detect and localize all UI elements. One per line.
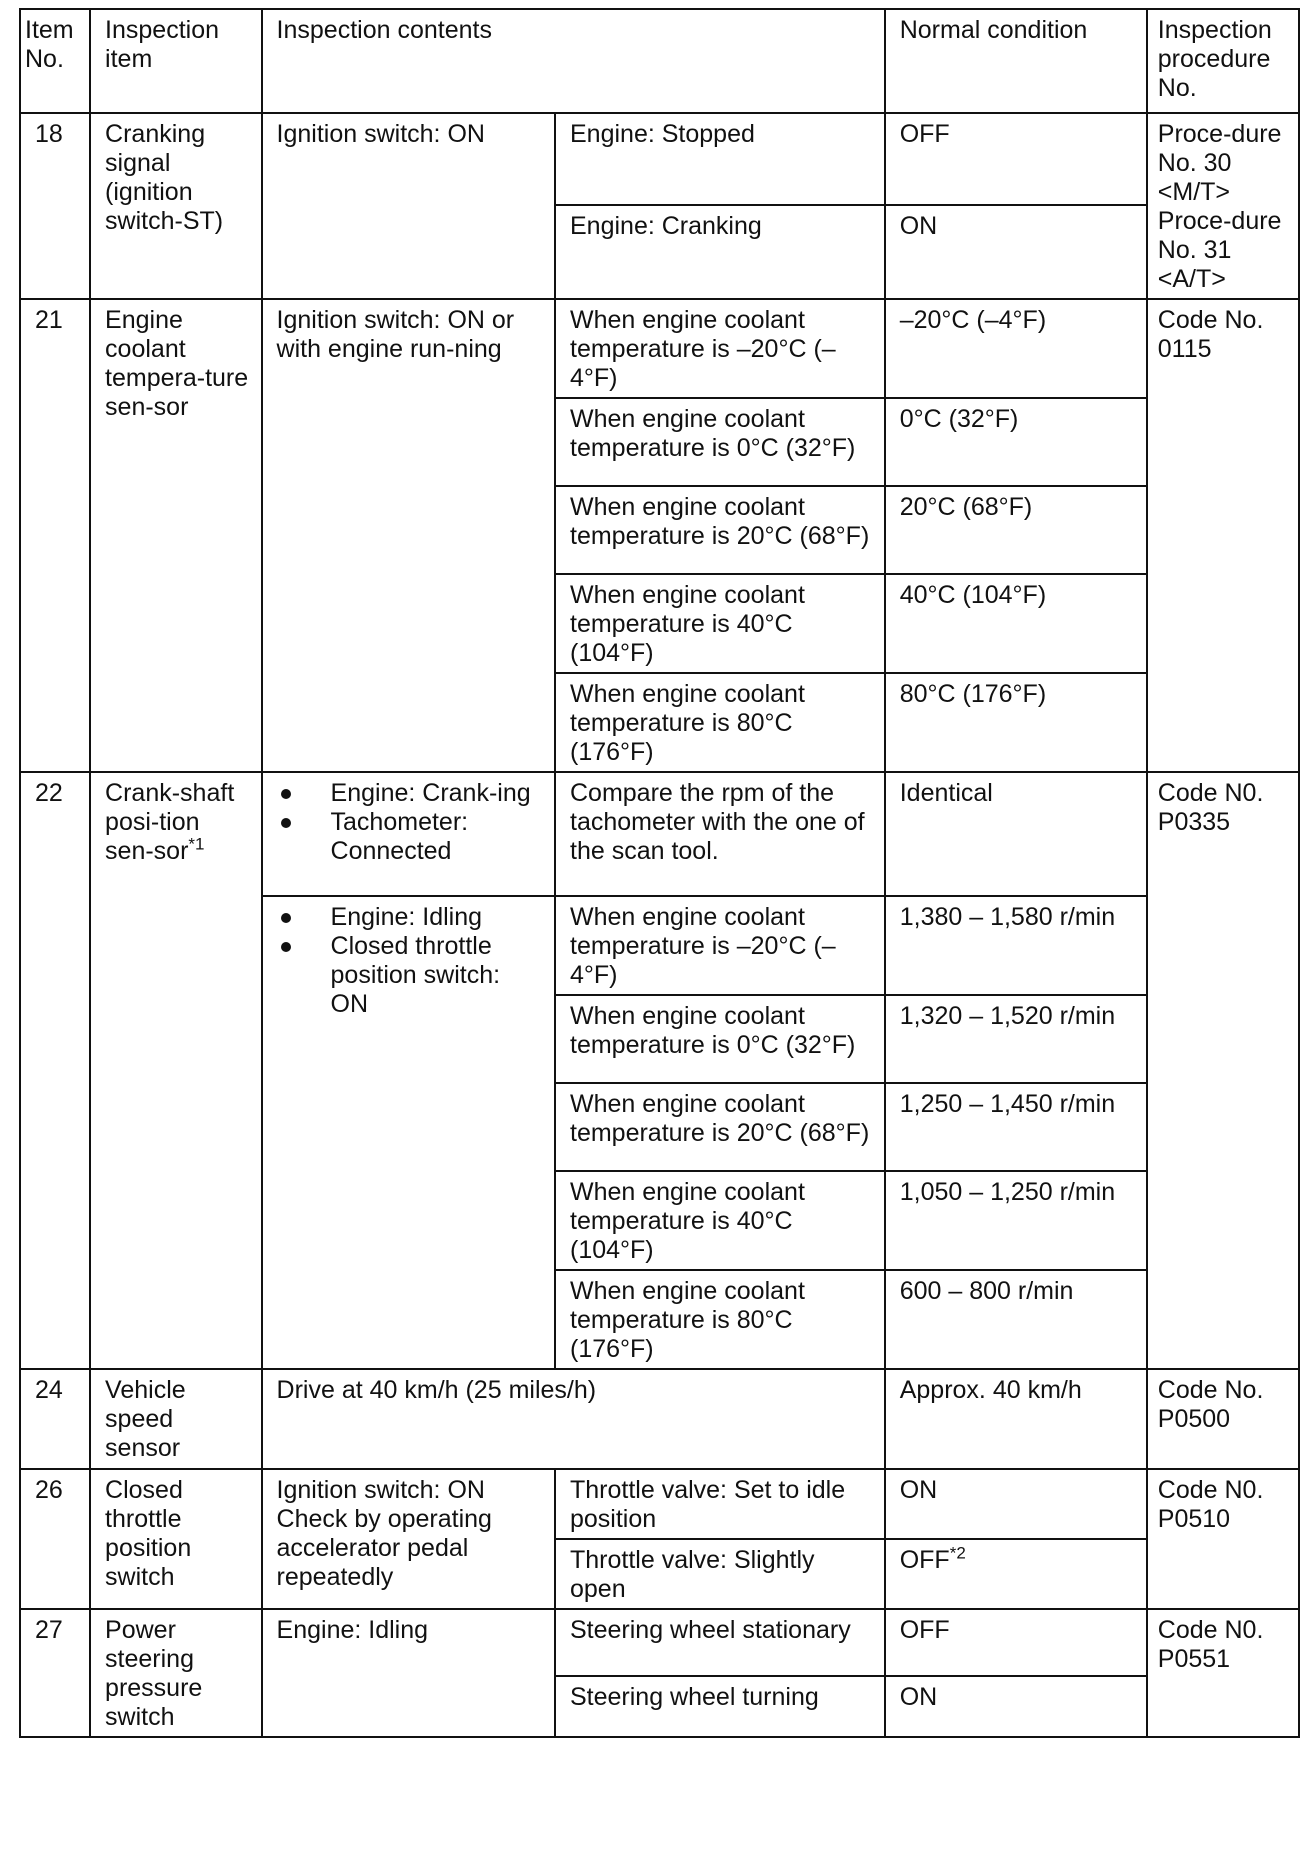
check-cell: When engine coolant temperature is 0°C (32°F) xyxy=(555,995,885,1083)
inspection-item-text: Crank-shaft posi-tion sen-sor xyxy=(105,779,235,865)
procedure-cell: Code No. P0500 xyxy=(1147,1369,1299,1469)
condition-cell xyxy=(262,772,555,896)
check-cell: When engine coolant temperature is –20°C (–4°F) xyxy=(555,896,885,995)
table-row xyxy=(20,1609,1299,1676)
inspection-item-cell: Power steering pressure switch xyxy=(90,1609,261,1737)
procedure-cell: Code N0. P0335 xyxy=(1147,772,1299,1369)
normal-condition-cell: ON xyxy=(885,1469,1147,1539)
normal-condition-cell: 1,050 – 1,250 r/min xyxy=(885,1171,1147,1270)
header-procedure-no: Inspection procedure No. xyxy=(1147,9,1299,113)
normal-condition-cell: –20°C (–4°F) xyxy=(885,299,1147,398)
check-cell: When engine coolant temperature is 0°C (32°F) xyxy=(555,398,885,486)
condition-cell: Engine: Idling xyxy=(262,1609,555,1737)
procedure-cell: Code N0. P0551 xyxy=(1147,1609,1299,1737)
condition-list xyxy=(277,903,544,1019)
check-cell: Throttle valve: Slightly open xyxy=(555,1539,885,1609)
check-cell: Engine: Cranking xyxy=(555,205,885,299)
inspection-item-cell xyxy=(90,772,261,1369)
inspection-item-cell: Vehicle speed sensor xyxy=(90,1369,261,1469)
normal-condition-cell: OFF xyxy=(885,1609,1147,1676)
item-no-cell: 18 xyxy=(20,113,90,299)
check-cell: Steering wheel turning xyxy=(555,1676,885,1737)
inspection-item-cell: Cranking signal (ignition switch-ST) xyxy=(90,113,261,299)
inspection-item-cell: Engine coolant tempera-ture sen-sor xyxy=(90,299,261,772)
table-row xyxy=(20,1369,1299,1469)
item-no-cell: 27 xyxy=(20,1609,90,1737)
condition-cell xyxy=(262,896,555,1369)
header-inspection-contents: Inspection contents xyxy=(262,9,885,113)
check-cell: Compare the rpm of the tachometer with the one of the scan tool. xyxy=(555,772,885,896)
check-cell: When engine coolant temperature is 40°C (104°F) xyxy=(555,1171,885,1270)
normal-condition-cell: 600 – 800 r/min xyxy=(885,1270,1147,1369)
normal-condition-cell: ON xyxy=(885,205,1147,299)
condition-cell: Ignition switch: ON xyxy=(262,113,555,299)
check-cell: When engine coolant temperature is –20°C (–4°F) xyxy=(555,299,885,398)
table-row xyxy=(20,113,1299,205)
normal-condition-cell: 1,380 – 1,580 r/min xyxy=(885,896,1147,995)
header-inspection-item: Inspection item xyxy=(90,9,261,113)
header-normal-condition: Normal condition xyxy=(885,9,1147,113)
item-no-cell: 22 xyxy=(20,772,90,1369)
normal-condition-cell: Identical xyxy=(885,772,1147,896)
header-row xyxy=(20,9,1299,113)
footnote-marker: *2 xyxy=(949,1543,966,1563)
normal-condition-cell: 20°C (68°F) xyxy=(885,486,1147,574)
normal-condition-cell xyxy=(885,1539,1147,1609)
check-cell: Steering wheel stationary xyxy=(555,1609,885,1676)
inspection-item-cell: Closed throttle position switch xyxy=(90,1469,261,1609)
normal-value: OFF xyxy=(899,1546,950,1574)
table-row xyxy=(20,299,1299,398)
item-no-cell: 24 xyxy=(20,1369,90,1469)
normal-condition-cell: ON xyxy=(885,1676,1147,1737)
table-row xyxy=(20,1469,1299,1539)
normal-condition-cell: 1,250 – 1,450 r/min xyxy=(885,1083,1147,1171)
contents-cell: Drive at 40 km/h (25 miles/h) xyxy=(262,1369,885,1469)
item-no-cell: 26 xyxy=(20,1469,90,1609)
check-cell: When engine coolant temperature is 20°C (68°F) xyxy=(555,486,885,574)
list-item: Engine: Crank-ing xyxy=(277,779,544,808)
condition-cell: Ignition switch: ON or with engine run-ning xyxy=(262,299,555,772)
procedure-cell: Proce-dure No. 30 <M/T> Proce-dure No. 31 <A/T> xyxy=(1147,113,1299,299)
procedure-cell: Code N0. P0510 xyxy=(1147,1469,1299,1609)
normal-condition-cell: 80°C (176°F) xyxy=(885,673,1147,772)
list-item: Closed throttle position switch: ON xyxy=(277,932,544,1019)
condition-cell: Ignition switch: ON Check by operating accelerator pedal repeatedly xyxy=(262,1469,555,1609)
check-cell: When engine coolant temperature is 80°C (176°F) xyxy=(555,673,885,772)
normal-condition-cell: 0°C (32°F) xyxy=(885,398,1147,486)
item-no-cell: 21 xyxy=(20,299,90,772)
table-row xyxy=(20,772,1299,896)
normal-condition-cell: OFF xyxy=(885,113,1147,205)
condition-list xyxy=(277,779,544,866)
list-item: Tachometer: Connected xyxy=(277,808,544,866)
list-item: Engine: Idling xyxy=(277,903,544,932)
footnote-marker: *1 xyxy=(188,834,205,854)
check-cell: When engine coolant temperature is 40°C (104°F) xyxy=(555,574,885,673)
check-cell: Throttle valve: Set to idle position xyxy=(555,1469,885,1539)
check-cell: When engine coolant temperature is 80°C (176°F) xyxy=(555,1270,885,1369)
header-item-no: Item No. xyxy=(20,9,90,113)
check-cell: Engine: Stopped xyxy=(555,113,885,205)
normal-condition-cell: 40°C (104°F) xyxy=(885,574,1147,673)
inspection-page xyxy=(19,8,1300,1738)
inspection-table xyxy=(19,8,1300,1738)
normal-condition-cell: 1,320 – 1,520 r/min xyxy=(885,995,1147,1083)
check-cell: When engine coolant temperature is 20°C (68°F) xyxy=(555,1083,885,1171)
normal-condition-cell: Approx. 40 km/h xyxy=(885,1369,1147,1469)
procedure-cell: Code No. 0115 xyxy=(1147,299,1299,772)
